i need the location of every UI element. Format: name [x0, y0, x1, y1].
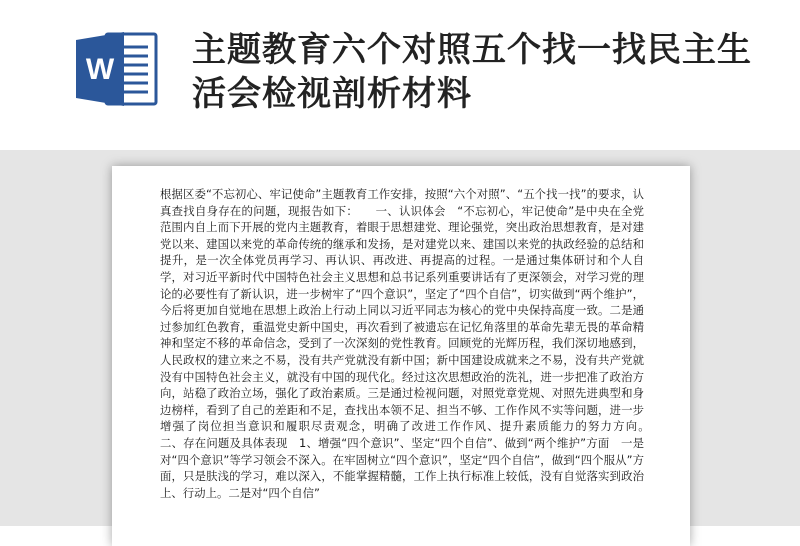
document-page — [112, 166, 690, 546]
document-body-text: 根据区委“不忘初心、牢记使命”主题教育工作安排，按照“六个对照”、“五个找一找”的要求，认真查找自身存在的问题，现报告如下： 一、认识体会 “不忘初心，牢记使命”是中央在全党范围内自上而下开展的党内主题教育，着眼于思想建党、理论强党，突出政治思想教育，是对建党以来、建国以来党的革命传统的继承和发扬，是对建党以来、建国以来党的执政经验的总结和提升，是一次全体党员再学习、再认识、再改进、再提高的过程。一是通过集体研讨和个人自学，对习近平新时代中国特色社会主义思想和总书记系列重要讲话有了更深领会，对学习党的理论的必要性有了新认识，进一步树牢了“四个意识”，坚定了“四个自信”，切实做到“两个维护”，今后将更加自觉地在思想上政治上行动上同以习近平同志为核心的党中央保持高度一致。二是通过参加红色教育，重温党史新中国史，再次看到了被遗忘在记忆角落里的革命先辈无畏的革命精神和坚定不移的革命信念，受到了一次深刻的党性教育。回顾党的光辉历程，我们深切地感到，人民政权的建立来之不易，没有共产党就没有新中国；新中国建设成就来之不易，没有共产党就没有中国特色社会主义，就没有中国的现代化。经过这次思想政治的洗礼，进一步把准了政治方向，站稳了政治立场，强化了政治素质。三是通过检视问题，对照党章党规、对照先进典型和身边榜样，看到了自己的差距和不足，查找出本领不足、担当不够、工作作风不实等问题，进一步增强了岗位担当意识和履职尽责观念，明确了改进工作作风、提升素质能力的努力方向。 二、存在问题及具体表现 1、增强“四个意识”、坚定“四个自信”、做到“两个维护”方面 一是对“四个意识”等学习领会不深入。在牢固树立“四个意识”，坚定“四个自信”，做到“四个服从”方面，只是肤浅的学习，难以深入，不能掌握精髓，工作上执行标准上较低，没有自觉落实到政治上、行动上。二是对“四个自信” — [160, 187, 667, 500]
word-icon-letter: W — [85, 53, 115, 86]
header — [0, 0, 800, 150]
document-title: 主题教育六个对照五个找一找民主生活会检视剖析材料 — [192, 30, 752, 114]
word-document-icon — [72, 30, 164, 108]
